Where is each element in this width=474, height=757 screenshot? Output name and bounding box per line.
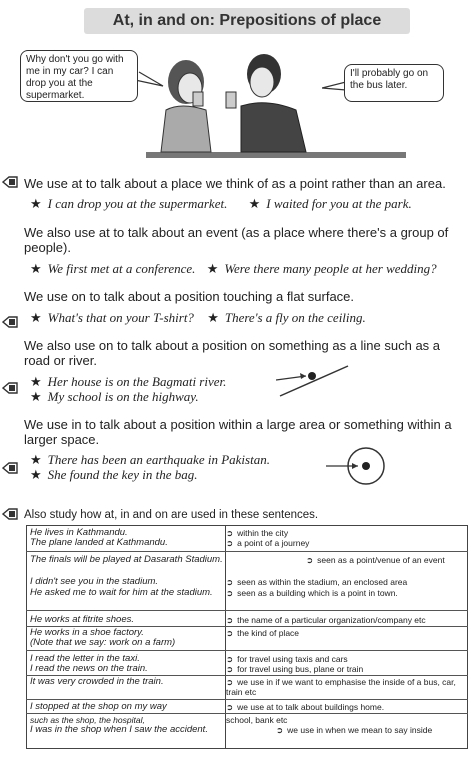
rule-on-surface: We use on to talk about a position touching a flat surface.	[24, 289, 355, 304]
example-in-area-1: ★ There has been an earthquake in Pakistan.	[30, 452, 270, 467]
example-in-area-2: ★ She found the key in the bag.	[30, 467, 198, 482]
table-row-divider	[26, 713, 468, 714]
pointing-hand-icon	[2, 176, 18, 188]
example: What's that on your T-shirt?	[47, 310, 194, 325]
examples-at-event: ★ We first met at a conference. ★ Were there many people at her wedding?	[30, 261, 437, 276]
example: There's a fly on the ceiling.	[224, 310, 366, 325]
bubble-tail-left	[135, 70, 165, 90]
example: I can drop you at the supermarket.	[47, 196, 228, 211]
example: Were there many people at her wedding?	[224, 261, 437, 276]
rule-on-line: We also use on to talk about a position on something as a line such as a road or river.	[24, 338, 441, 368]
rule-at-event: We also use at to talk about an event (as a place where there's a group of people).	[24, 225, 449, 255]
pointing-hand-icon	[2, 508, 18, 520]
rule-at-point: We use at to talk about a place we think of as a point rather than an area.	[24, 176, 446, 191]
table-row-divider	[26, 699, 468, 700]
pointing-hand-icon	[2, 462, 18, 474]
example: We first met at a conference.	[47, 261, 196, 276]
examples-on-surface: ★ What's that on your T-shirt? ★ There's a fly on the ceiling.	[30, 310, 366, 325]
pointing-hand-icon	[2, 316, 18, 328]
examples-at-point: ★ I can drop you at the supermarket. ★ I waited for you at the park.	[30, 196, 412, 211]
table-row-divider	[26, 650, 468, 651]
example-on-line-2: ★ My school is on the highway.	[30, 389, 199, 404]
example-on-line-1: ★ Her house is on the Bagmati river.	[30, 374, 227, 389]
speech-bubble-woman: Why don't you go with me in my car? I can drop you at the supermarket.	[20, 50, 138, 102]
area-point-diagram	[326, 446, 390, 486]
table-row-divider	[26, 551, 468, 552]
example: I waited for you at the park.	[266, 196, 412, 211]
table-row-divider	[26, 610, 468, 611]
study-intro: Also study how at, in and on are used in these sentences.	[24, 509, 319, 521]
speech-bubble-man: I'll probably go on the bus later.	[344, 64, 444, 102]
pointing-hand-icon	[2, 382, 18, 394]
page-title: At, in and on: Prepositions of place	[84, 8, 410, 34]
line-point-diagram	[276, 364, 352, 398]
rule-in-area: We use in to talk about a position within a large area or something within a larger space.	[24, 417, 452, 447]
bubble-tail-right	[322, 78, 346, 92]
